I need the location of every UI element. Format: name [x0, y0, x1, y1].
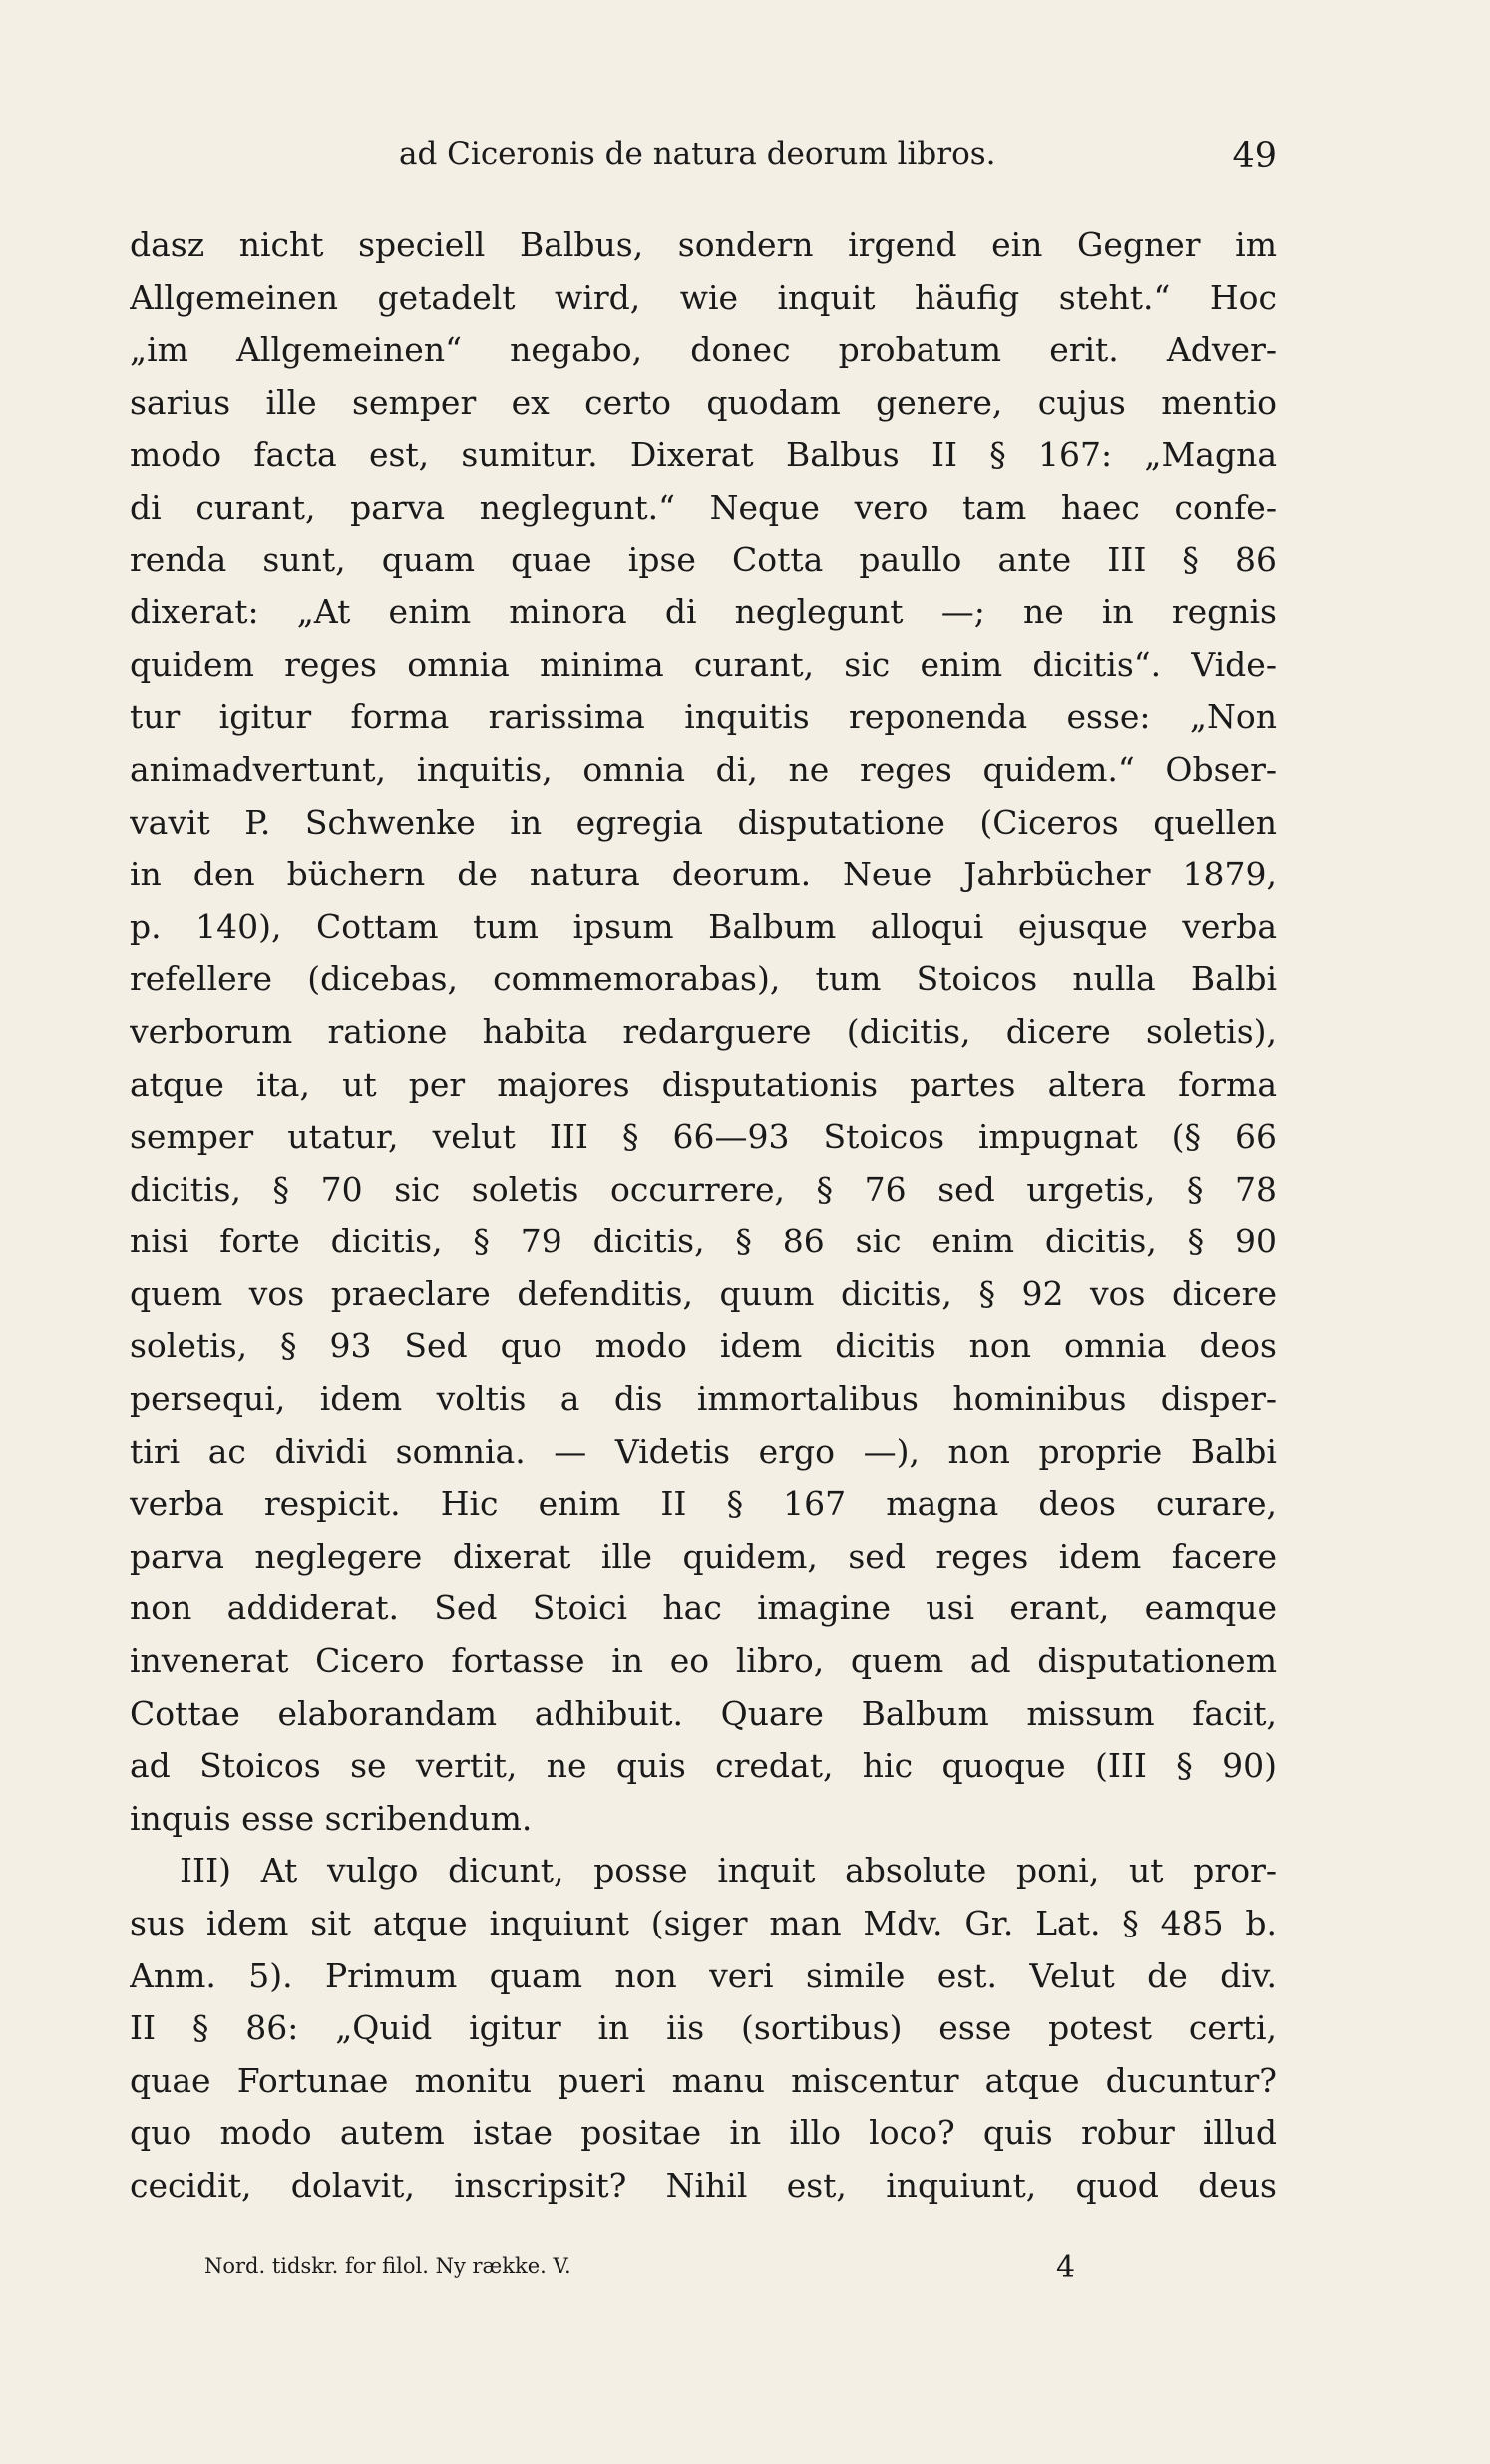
- text-line: II § 86: „Quid igitur in iis (sortibus) esse potest certi,: [130, 2008, 1277, 2048]
- text-line: semper utatur, velut III § 66—93 Stoicos impugnat (§ 66: [130, 1117, 1277, 1157]
- text-line: non addiderat. Sed Stoici hac imagine usi erant, eamque: [130, 1588, 1277, 1628]
- text-line: sarius ille semper ex certo quodam genere, cujus mentio: [130, 382, 1277, 422]
- text-line: sus idem sit atque inquiunt (siger man Mdv. Gr. Lat. § 485 b.: [130, 1904, 1277, 1942]
- text-line: Cottae elaborandam adhibuit. Quare Balbum missum facit,: [130, 1693, 1277, 1733]
- text-line: in den büchern de natura deorum. Neue Jahrbücher 1879,: [130, 855, 1277, 894]
- body-text: [130, 219, 1277, 2213]
- text-line: modo facta est, sumitur. Dixerat Balbus II § 167: „Magna: [130, 435, 1277, 475]
- text-line: invenerat Cicero fortasse in eo libro, quem ad disputationem: [130, 1641, 1277, 1681]
- text-line: cecidit, dolavit, inscripsit? Nihil est, inquiunt, quod deus: [130, 2165, 1277, 2205]
- journal-line: Nord. tidskr. for filol. Ny række. V.: [204, 2254, 571, 2278]
- text-line: parva neglegere dixerat ille quidem, sed reges idem facere: [130, 1536, 1277, 1576]
- text-line: Allgemeinen getadelt wird, wie inquit häufig steht.“ Hoc: [130, 277, 1277, 317]
- text-line: persequi, idem voltis a dis immortalibus hominibus disper-: [130, 1379, 1277, 1419]
- text-line: quae Fortunae monitu pueri manu miscentur atque ducuntur?: [130, 2060, 1277, 2100]
- text-line: ad Stoicos se vertit, ne quis credat, hic quoque (III § 90): [130, 1746, 1277, 1786]
- text-line: Anm. 5). Primum quam non veri simile est. Velut de div.: [130, 1955, 1277, 1995]
- text-line: atque ita, ut per majores disputationis partes altera forma: [130, 1064, 1277, 1104]
- text-line: quem vos praeclare defenditis, quum dicitis, § 92 vos dicere: [130, 1273, 1277, 1313]
- text-line: tiri ac dividi somnia. — Videtis ergo —), non proprie Balbi: [130, 1431, 1277, 1471]
- text-line: dicitis, § 70 sic soletis occurrere, § 76 sed urgetis, § 78: [130, 1169, 1277, 1209]
- text-line: soletis, § 93 Sed quo modo idem dicitis non omnia deos: [130, 1326, 1277, 1366]
- text-line: inquis esse scribendum.: [130, 1798, 533, 1838]
- text-line: renda sunt, quam quae ipse Cotta paullo ante III § 86: [130, 539, 1277, 579]
- page-header: [399, 128, 1277, 177]
- text-line: dixerat: „At enim minora di neglegunt —; ne in regnis: [130, 592, 1277, 632]
- text-line: dasz nicht speciell Balbus, sondern irgend ein Gegner im: [130, 225, 1277, 264]
- text-line: verba respicit. Hic enim II § 167 magna deos curare,: [130, 1484, 1277, 1524]
- text-line: quidem reges omnia minima curant, sic enim dicitis“. Vide-: [130, 644, 1277, 684]
- running-head: ad Ciceronis de natura deorum libros.: [399, 136, 996, 172]
- page-number: 49: [1232, 136, 1277, 176]
- text-line: refellere (dicebas, commemorabas), tum Stoicos nulla Balbi: [130, 959, 1277, 999]
- text-line: animadvertunt, inquitis, omnia di, ne reges quidem.“ Obser-: [130, 749, 1277, 789]
- text-line: III) At vulgo dicunt, posse inquit absolute poni, ut pror-: [180, 1851, 1277, 1891]
- page-footer: [204, 2250, 1102, 2293]
- text-line: tur igitur forma rarissima inquitis reponenda esse: „Non: [130, 697, 1277, 737]
- text-line: vavit P. Schwenke in egregia disputatione (Ciceros quellen: [130, 802, 1277, 842]
- text-line: verborum ratione habita redarguere (dicitis, dicere soletis),: [130, 1011, 1277, 1051]
- text-line: „im Allgemeinen“ negabo, donec probatum erit. Adver-: [130, 330, 1277, 370]
- text-line: quo modo autem istae positae in illo loco? quis robur illud: [130, 2113, 1277, 2153]
- text-line: nisi forte dicitis, § 79 dicitis, § 86 sic enim dicitis, § 90: [130, 1222, 1277, 1261]
- sheet-signature: 4: [1056, 2250, 1076, 2285]
- text-line: di curant, parva neglegunt.“ Neque vero tam haec confe-: [130, 487, 1277, 527]
- text-line: p. 140), Cottam tum ipsum Balbum alloqui ejusque verba: [130, 906, 1277, 946]
